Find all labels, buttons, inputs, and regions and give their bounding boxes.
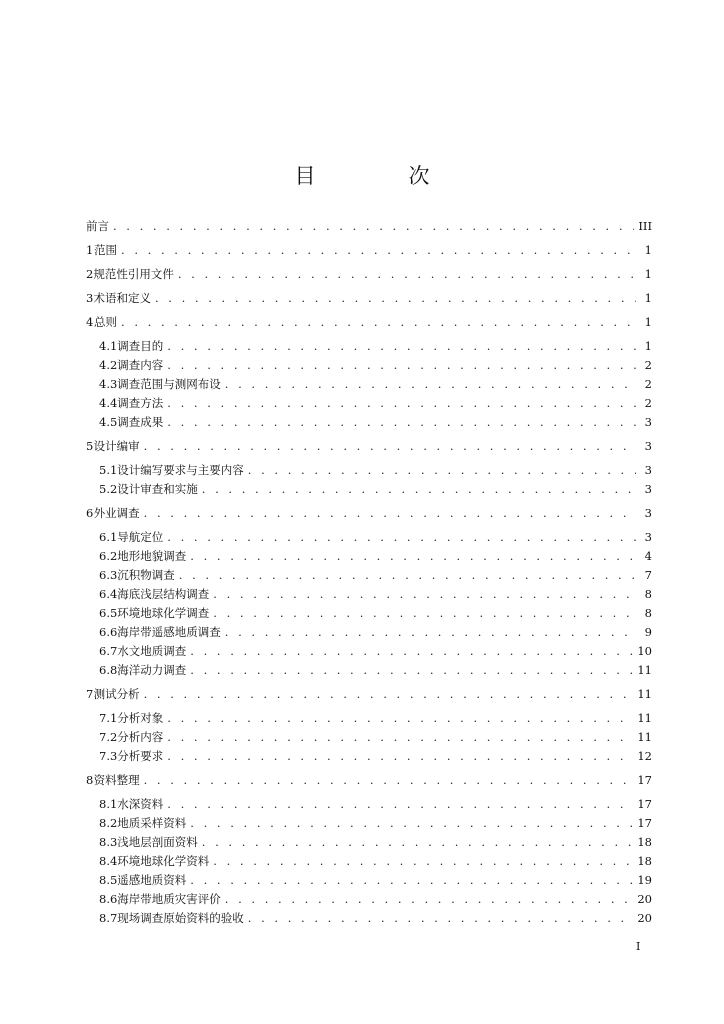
toc-entry-number: 7.1: [99, 711, 118, 725]
toc-entry-number: 4.1: [99, 339, 118, 353]
toc-leader-dots: [190, 661, 633, 680]
toc-entry-number: 5.1: [99, 463, 118, 477]
toc-entry[interactable]: [86, 747, 652, 766]
toc-entry[interactable]: [86, 480, 652, 499]
toc-entry-number: 8.2: [99, 816, 118, 830]
toc-leader-dots: [144, 771, 634, 790]
toc-entry[interactable]: [86, 795, 652, 814]
toc-entry-page: 2: [644, 396, 652, 410]
toc-entry[interactable]: [86, 728, 652, 747]
toc-leader-dots: [167, 413, 636, 432]
toc-entry-title: 海洋动力调查: [117, 663, 187, 677]
toc-entry-page: 17: [637, 797, 652, 811]
toc-entry-number: 4: [86, 315, 94, 329]
toc-entry-page: 1: [644, 315, 652, 329]
toc-leader-dots: [202, 480, 636, 499]
toc-entry[interactable]: [86, 356, 652, 375]
toc-entry[interactable]: [86, 504, 652, 523]
toc-entry-title: 环境地球化学调查: [117, 606, 210, 620]
toc-entry-title: 调查范围与测网布设: [117, 377, 221, 391]
toc-entry-title: 调查方法: [117, 396, 164, 410]
toc-leader-dots: [213, 604, 636, 623]
toc-entry-title: 地质采样资料: [117, 816, 187, 830]
toc-entry-page: 18: [637, 835, 652, 849]
toc-entry-page: 4: [644, 549, 652, 563]
toc-entry[interactable]: [86, 890, 652, 909]
toc-entry[interactable]: [86, 833, 652, 852]
toc-entry-title: 外业调查: [93, 506, 140, 520]
toc-entry-number: 8: [86, 773, 94, 787]
toc-entry-page: 11: [637, 711, 652, 725]
toc-entry-title: 环境地球化学资料: [117, 854, 210, 868]
toc-entry[interactable]: [86, 566, 652, 585]
toc-entry-title: 海岸带遥感地质调查: [117, 625, 221, 639]
toc-entry-page: 9: [644, 625, 652, 639]
toc-entry-title: 水文地质调查: [117, 644, 187, 658]
toc-entry-number: 5.2: [99, 482, 118, 496]
toc-entry[interactable]: [86, 289, 652, 308]
toc-entry-page: 11: [637, 730, 652, 744]
toc-entry[interactable]: [86, 547, 652, 566]
toc-leader-dots: [121, 313, 636, 332]
toc-entry-title: 浅地层剖面资料: [117, 835, 198, 849]
toc-leader-dots: [167, 728, 633, 747]
toc-leader-dots: [190, 814, 633, 833]
toc-entry[interactable]: [86, 642, 652, 661]
toc-entry-page: III: [638, 219, 652, 233]
toc-entry[interactable]: [86, 685, 652, 704]
toc-entry-number: 6.8: [99, 663, 118, 677]
toc-entry-number: 4.3: [99, 377, 118, 391]
toc-entry-page: 17: [637, 773, 652, 787]
toc-entry-number: 2: [86, 267, 94, 281]
toc-entry[interactable]: [86, 313, 652, 332]
toc-entry-number: 4.4: [99, 396, 118, 410]
toc-entry-title: 地形地貌调查: [117, 549, 187, 563]
toc-entry[interactable]: [86, 871, 652, 890]
toc-entry[interactable]: [86, 585, 652, 604]
toc-entry-page: 19: [637, 873, 652, 887]
toc-leader-dots: [167, 709, 633, 728]
toc-entry-title: 测试分析: [93, 687, 140, 701]
toc-entry-title: 沉积物调查: [117, 568, 175, 582]
toc-entry-page: 2: [644, 358, 652, 372]
toc-leader-dots: [248, 461, 636, 480]
toc-leader-dots: [248, 909, 634, 928]
toc-leader-dots: [144, 504, 636, 523]
toc-entry-page: 10: [637, 644, 652, 658]
toc-entry-title: 资料整理: [93, 773, 140, 787]
toc-entry-title: 术语和定义: [93, 291, 151, 305]
toc-leader-dots: [155, 289, 636, 308]
toc-entry-number: 6.3: [99, 568, 118, 582]
toc-entry-number: 8.6: [99, 892, 118, 906]
toc-entry-number: 4.2: [99, 358, 118, 372]
toc-leader-dots: [167, 747, 633, 766]
toc-entry[interactable]: [86, 852, 652, 871]
toc-entry-number: 8.5: [99, 873, 118, 887]
toc-entry[interactable]: [86, 528, 652, 547]
toc-entry-title: 海底浅层结构调查: [117, 587, 210, 601]
toc-entry-page: 1: [644, 291, 652, 305]
toc-leader-dots: [190, 642, 633, 661]
toc-entry-number: 6.6: [99, 625, 118, 639]
toc-entry[interactable]: [86, 709, 652, 728]
toc-entry-number: 8.3: [99, 835, 118, 849]
toc-entry-page: 3: [644, 482, 652, 496]
toc-entry-number: 8.1: [99, 797, 118, 811]
toc-entry-title: 规范性引用文件: [93, 267, 174, 281]
toc-entry-page: 17: [637, 816, 652, 830]
toc-entry-page: 18: [637, 854, 652, 868]
toc-entry-number: 6.5: [99, 606, 118, 620]
toc-entry-page: 1: [644, 243, 652, 257]
toc-leader-dots: [213, 585, 636, 604]
toc-entry-page: 3: [644, 530, 652, 544]
toc-entry-title: 调查目的: [117, 339, 164, 353]
page-title: 目 次: [294, 164, 466, 188]
toc-entry-title: 调查成果: [117, 415, 164, 429]
toc-entry-title: 调查内容: [117, 358, 164, 372]
toc-entry-title: 总则: [94, 315, 118, 329]
toc-entry-page: 3: [644, 463, 652, 477]
toc-entry-number: 7.3: [99, 749, 118, 763]
toc-entry-number: 6: [86, 506, 94, 520]
toc-entry-number: 7: [86, 687, 94, 701]
toc-entry[interactable]: [86, 604, 652, 623]
toc-leader-dots: [167, 528, 636, 547]
toc-entry-page: 3: [644, 439, 652, 453]
toc-entry-page: 11: [637, 663, 652, 677]
toc-entry-page: 1: [644, 339, 652, 353]
toc-entry[interactable]: [86, 909, 652, 928]
toc-entry-title: 导航定位: [117, 530, 164, 544]
toc-leader-dots: [225, 890, 634, 909]
table-of-contents: [86, 217, 652, 933]
toc-entry-title: 前言: [86, 219, 109, 233]
toc-leader-dots: [190, 547, 636, 566]
toc-entry-page: 20: [637, 892, 652, 906]
toc-entry-number: 7.2: [99, 730, 118, 744]
toc-entry-page: 8: [644, 606, 652, 620]
toc-entry-title: 范围: [94, 243, 118, 257]
toc-leader-dots: [167, 795, 633, 814]
toc-entry-title: 遥感地质资料: [117, 873, 187, 887]
toc-entry-page: 11: [637, 687, 652, 701]
toc-leader-dots: [167, 394, 636, 413]
toc-leader-dots: [225, 623, 636, 642]
toc-leader-dots: [144, 437, 636, 456]
toc-entry-page: 20: [637, 911, 652, 925]
toc-entry-page: 3: [644, 415, 652, 429]
toc-entry-page: 12: [637, 749, 652, 763]
toc-entry-title: 分析要求: [117, 749, 164, 763]
toc-leader-dots: [144, 685, 634, 704]
toc-entry-page: 3: [644, 506, 652, 520]
toc-entry-number: 6.4: [99, 587, 118, 601]
toc-leader-dots: [178, 265, 636, 284]
toc-leader-dots: [121, 241, 636, 260]
toc-entry-page: 7: [644, 568, 652, 582]
toc-entry-number: 8.7: [99, 911, 118, 925]
toc-entry-number: 6.7: [99, 644, 118, 658]
toc-entry-title: 设计编写要求与主要内容: [117, 463, 244, 477]
toc-leader-dots: [179, 566, 636, 585]
toc-leader-dots: [167, 356, 636, 375]
toc-entry[interactable]: [86, 771, 652, 790]
toc-entry[interactable]: [86, 413, 652, 432]
toc-entry-title: 设计编审: [93, 439, 140, 453]
toc-entry-title: 设计审查和实施: [117, 482, 198, 496]
toc-entry-page: 1: [644, 267, 652, 281]
toc-leader-dots: [225, 375, 636, 394]
toc-entry[interactable]: [86, 661, 652, 680]
toc-entry[interactable]: [86, 217, 652, 236]
toc-entry-title: 分析对象: [117, 711, 164, 725]
toc-entry-number: 6.2: [99, 549, 118, 563]
toc-entry[interactable]: [86, 814, 652, 833]
toc-entry-title: 现场调查原始资料的验收: [117, 911, 244, 925]
toc-entry[interactable]: [86, 461, 652, 480]
toc-entry-number: 4.5: [99, 415, 118, 429]
toc-leader-dots: [202, 833, 634, 852]
toc-entry[interactable]: [86, 241, 652, 260]
toc-entry-number: 8.4: [99, 854, 118, 868]
toc-entry[interactable]: [86, 265, 652, 284]
toc-leader-dots: [190, 871, 633, 890]
toc-entry[interactable]: [86, 337, 652, 356]
toc-entry-number: 5: [86, 439, 94, 453]
toc-entry[interactable]: [86, 437, 652, 456]
toc-leader-dots: [167, 337, 636, 356]
toc-entry-title: 水深资料: [117, 797, 164, 811]
toc-entry[interactable]: [86, 623, 652, 642]
toc-entry[interactable]: [86, 394, 652, 413]
toc-entry-number: 1: [86, 243, 94, 257]
toc-entry-title: 海岸带地质灾害评价: [117, 892, 221, 906]
toc-entry[interactable]: [86, 375, 652, 394]
toc-entry-number: 3: [86, 291, 94, 305]
toc-entry-title: 分析内容: [117, 730, 164, 744]
toc-entry-page: 8: [644, 587, 652, 601]
toc-leader-dots: [113, 217, 634, 236]
toc-entry-page: 2: [644, 377, 652, 391]
toc-entry-number: 6.1: [99, 530, 118, 544]
toc-leader-dots: [213, 852, 633, 871]
page-number: I: [636, 940, 641, 953]
